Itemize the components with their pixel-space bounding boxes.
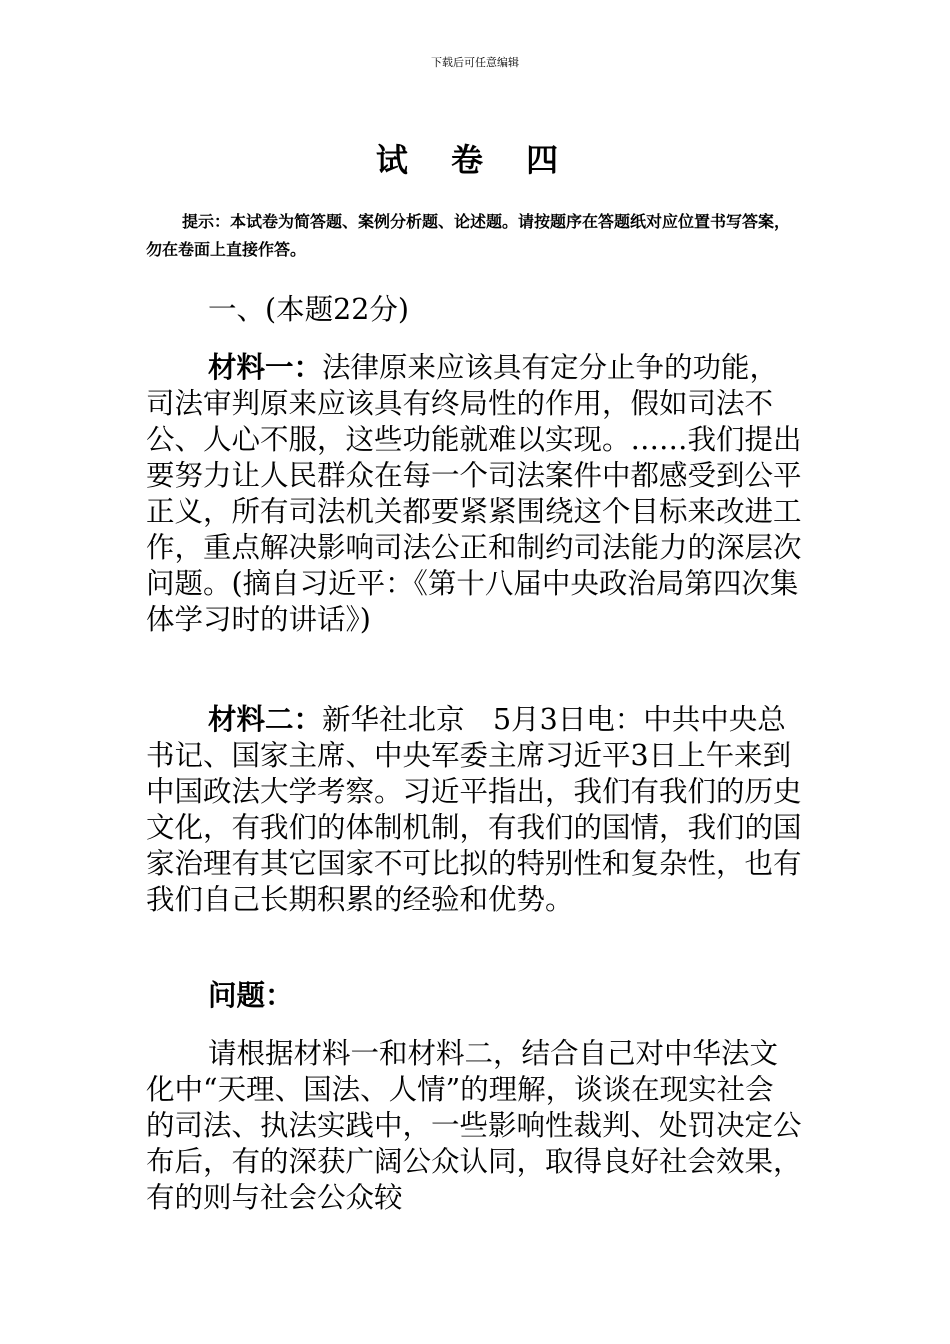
exam-title: 试 卷 四: [375, 141, 575, 179]
question-text: 请根据材料一和材料二，结合自己对中华法文化中“天理、国法、人情”的理解，谈谈在现实社会的司法、执法实践中，一些影响性裁判、处罚决定公布后，有的深获广阔公众认同，取得良好社会效果，有的则与社会公众较: [146, 1037, 802, 1214]
question-heading: 问题：: [208, 979, 294, 1012]
material-one-label: 材料一：: [208, 351, 323, 384]
material-two-paragraph: [146, 702, 802, 918]
section-heading: 一、(本题22分): [208, 293, 410, 326]
material-two-label: 材料二：: [208, 703, 323, 736]
material-one-text: 法律原来应该具有定分止争的功能，司法审判原来应该具有终局性的作用，假如司法不公、人心不服，这些功能就难以实现。……我们提出要努力让人民群众在每一个司法案件中都感受到公平正义，所有司法机关都要紧紧围绕这个目标来改进工作，重点解决影响司法公正和制约司法能力的深层次问题。(摘自习近平：《第十八届中央政治局第四次集体学习时的讲话》): [146, 351, 802, 636]
material-two-text: 新华社北京 5月3日电：中共中央总书记、国家主席、中央军委主席习近平3日上午来到中国政法大学考察。习近平指出，我们有我们的历史文化，有我们的体制机制，有我们的国情，我们的国家治理有其它国家不可比拟的特别性和复杂性，也有我们自己长期积累的经验和优势。: [146, 703, 802, 916]
material-one-paragraph: [146, 350, 802, 638]
header-note: 下载后可任意编辑: [431, 56, 519, 69]
exam-notice: 提示：本试卷为简答题、案例分析题、论述题。请按题序在答题纸对应位置书写答案，勿在卷面上直接作答。: [146, 212, 791, 259]
